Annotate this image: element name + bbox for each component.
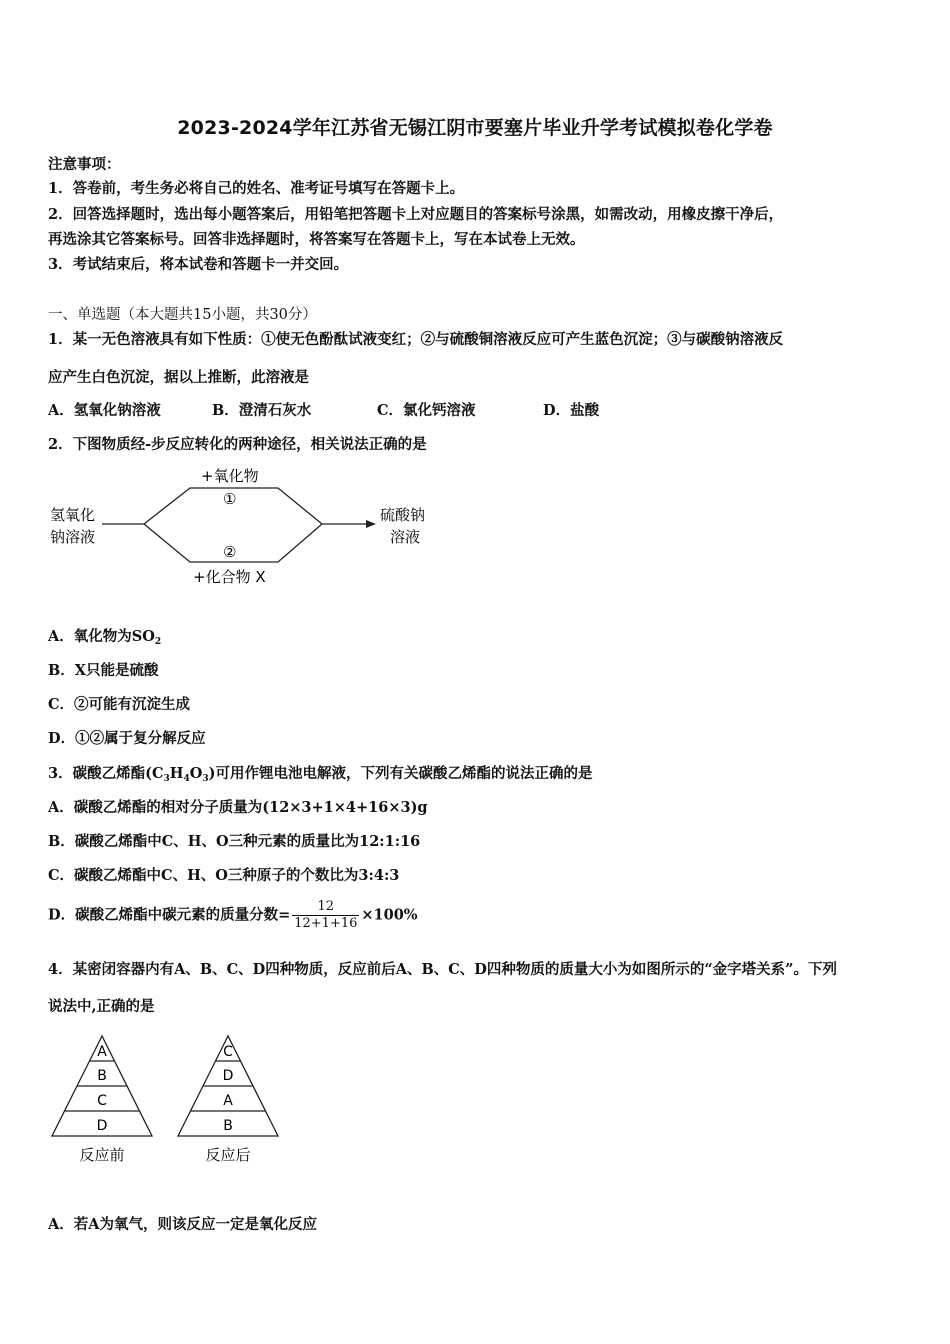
before-layer-4: D (96, 1118, 108, 1134)
q1-option-c: C．氯化钙溶液 (377, 402, 476, 419)
q2-left-label-1: 氢氧化 (50, 506, 96, 524)
q2-left-label-2: 钠溶液 (50, 528, 96, 546)
q3-option-d: D．碳酸乙烯酯中碳元素的质量分数= $\frac{12}{12+1+16}$ ×100% (48, 899, 418, 931)
q4-pyramid-diagram (48, 1032, 288, 1172)
section-heading: 一、单选题（本大题共15小题，共30分） (48, 307, 317, 323)
q2-option-d: D．①②属于复分解反应 (48, 730, 206, 747)
q2-route-2-number: ② (223, 543, 237, 561)
q1-option-a: A．氢氧化钠溶液 (48, 402, 161, 419)
q1-stem-line1: 1．某一无色溶液具有如下性质：①使无色酚酞试液变红；②与硫酸铜溶液反应可产生蓝色沉淀；③与碳酸钠溶液反 (48, 331, 784, 348)
q4-stem-line2: 说法中,正确的是 (48, 998, 155, 1015)
q2-reaction-diagram (40, 458, 460, 590)
page-title: 2023-2024学年江苏省无锡江阴市要塞片毕业升学考试模拟卷化学卷 (177, 117, 773, 139)
arrowhead-icon (366, 520, 376, 528)
notice-item-1: 1．答卷前，考生务必将自己的姓名、准考证号填写在答题卡上。 (48, 180, 465, 197)
after-layer-2: D (222, 1068, 234, 1084)
after-layer-3: A (223, 1093, 233, 1109)
mass-fraction: $\frac{12}{12+1+16}$ (294, 899, 358, 931)
q1-option-b: B．澄清石灰水 (212, 402, 312, 419)
q2-right-label-2: 溶液 (390, 528, 421, 546)
before-layer-1: A (97, 1044, 107, 1060)
q3-option-b: B．碳酸乙烯酯中C、H、O三种元素的质量比为12:1:16 (48, 833, 421, 850)
notice-heading: 注意事项： (48, 156, 121, 173)
q3-stem: 3．碳酸乙烯酯$(C_3H_4O_3)$可用作锂电池电解液，下列有关碳酸乙烯酯的说法正确的是 (48, 765, 593, 784)
before-layer-3: C (97, 1093, 107, 1109)
after-layer-4: B (223, 1118, 233, 1134)
after-caption: 反应后 (205, 1146, 251, 1164)
notice-item-2: 2．回答选择题时，选出每小题答案后，用铅笔把答题卡上对应题目的答案标号涂黑，如需改动，用橡皮擦干净后， (48, 206, 784, 223)
q4-option-a: A．若A为氧气，则该反应一定是氧化反应 (48, 1216, 317, 1233)
before-caption: 反应前 (79, 1146, 125, 1164)
q2-route-1-number: ① (223, 490, 237, 508)
q2-option-a: A．氧化物为$SO_2$ (48, 628, 162, 647)
q1-stem-line2: 应产生白色沉淀，据以上推断，此溶液是 (48, 369, 309, 386)
q2-top-label: +氧化物 (201, 467, 259, 485)
q3-option-a: A．碳酸乙烯酯的相对分子质量为(12×3+1×4+16×3)g (48, 799, 428, 816)
notice-item-3: 3．考试结束后，将本试卷和答题卡一并交回。 (48, 256, 349, 273)
before-layer-2: B (97, 1068, 107, 1084)
q1-option-d: D．盐酸 (543, 402, 600, 419)
q3-option-c: C．碳酸乙烯酯中C、H、O三种原子的个数比为3:4:3 (48, 867, 400, 884)
q2-option-c: C．②可能有沉淀生成 (48, 696, 191, 713)
q2-stem: 2．下图物质经-步反应转化的两种途径，相关说法正确的是 (48, 436, 427, 453)
q2-bottom-label: +化合物 X (193, 568, 266, 586)
after-layer-1: C (223, 1044, 233, 1060)
q2-option-b: B．X只能是硫酸 (48, 662, 159, 679)
notice-item-2-cont: 再选涂其它答案标号。回答非选择题时，将答案写在答题卡上，写在本试卷上无效。 (48, 231, 585, 248)
q2-right-label-1: 硫酸钠 (380, 506, 426, 524)
q4-stem-line1: 4．某密闭容器内有A、B、C、D四种物质，反应前后A、B、C、D四种物质的质量大小为如图所示的“金字塔关系”。下列 (48, 961, 838, 978)
